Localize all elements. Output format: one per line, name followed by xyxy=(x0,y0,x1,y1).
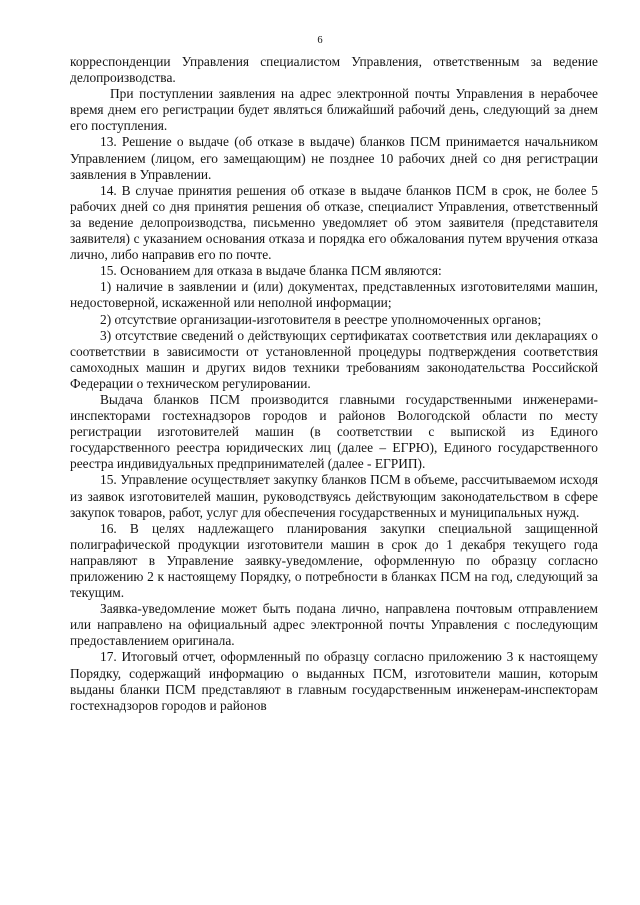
paragraph: 15. Управление осуществляет закупку бланков ПСМ в объеме, рассчитываемом исходя из заявок изготовителей машин, руководствуясь действующим законодательством в сфере закупок товаров, работ, услуг для обеспечения государственных и муниципальных нужд. xyxy=(70,472,598,520)
paragraph: Выдача бланков ПСМ производится главными государственными инженерами-инспекторами гостехнадзоров городов и районов Вологодской области по месту регистрации изготовителей машин (в соответствии с выпиской из Единого государственного реестра юридических лиц (далее – ЕГРЮ), Единого государственного реестра индивидуальных предпринимателей (далее - ЕГРИП). xyxy=(70,391,598,472)
list-item: 2) отсутствие организации-изготовителя в реестре уполномоченных органов; xyxy=(100,311,542,327)
list-item: 1) наличие в заявлении и (или) документах, представленных изготовителями машин, недостоверной, искаженной или неполной информации; xyxy=(70,279,598,311)
paragraph: При поступлении заявления на адрес электронной почты Управления в нерабочее время днем его регистрации будет являться ближайший рабочий день, следующий за днем его поступления. xyxy=(70,86,598,134)
paragraph: Заявка-уведомление может быть подана лично, направлена почтовым отправлением или направлено на официальный адрес электронной почты Управления с последующим предоставлением оригинала. xyxy=(70,601,598,649)
page-number: 6 xyxy=(317,35,323,46)
paragraph: 15. Основанием для отказа в выдаче бланка ПСМ являются: xyxy=(100,263,442,279)
list-item: 3) отсутствие сведений о действующих сертификатах соответствия или декларациях о соответствии в зависимости от установленной процедуры подтверждения соответствия самоходных машин и других видов техники требованиям законодательства Российской Федерации о техническом регулировании. xyxy=(70,327,598,391)
paragraph: 14. В случае принятия решения об отказе в выдаче бланков ПСМ в срок, не более 5 рабочих дней со дня принятия решения об отказе, специалист Управления, ответственный за ведение делопроизводства, письменно уведомляет об этом заявителя (представителя заявителя) с указанием основания отказа и порядка его обжалования путем вручения отказа лично, либо направив его по почте. xyxy=(70,182,598,263)
paragraph: корреспонденции Управления специалистом Управления, ответственным за ведение делопроизводства. xyxy=(70,54,598,86)
paragraph: 17. Итоговый отчет, оформленный по образцу согласно приложению 3 к настоящему Порядку, содержащий информацию о выданных ПСМ, изготовители машин, которым выданы бланки ПСМ представляют в главным государственным инженерам-инспекторам гостехнадзоров городов и районов xyxy=(70,649,598,713)
paragraph: 13. Решение о выдаче (об отказе в выдаче) бланков ПСМ принимается начальником Управлением (лицом, его замещающим) не позднее 10 рабочих дней со дня регистрации заявления в Управлении. xyxy=(70,134,598,182)
document-body xyxy=(70,54,598,714)
paragraph: 16. В целях надлежащего планирования закупки специальной защищенной полиграфической продукции изготовители машин в срок до 1 декабря текущего года направляют в Управление заявку-уведомление, оформленную по образцу согласно приложению 2 к настоящему Порядку, о потребности в бланках ПСМ на год, следующий за текущим. xyxy=(70,520,598,601)
